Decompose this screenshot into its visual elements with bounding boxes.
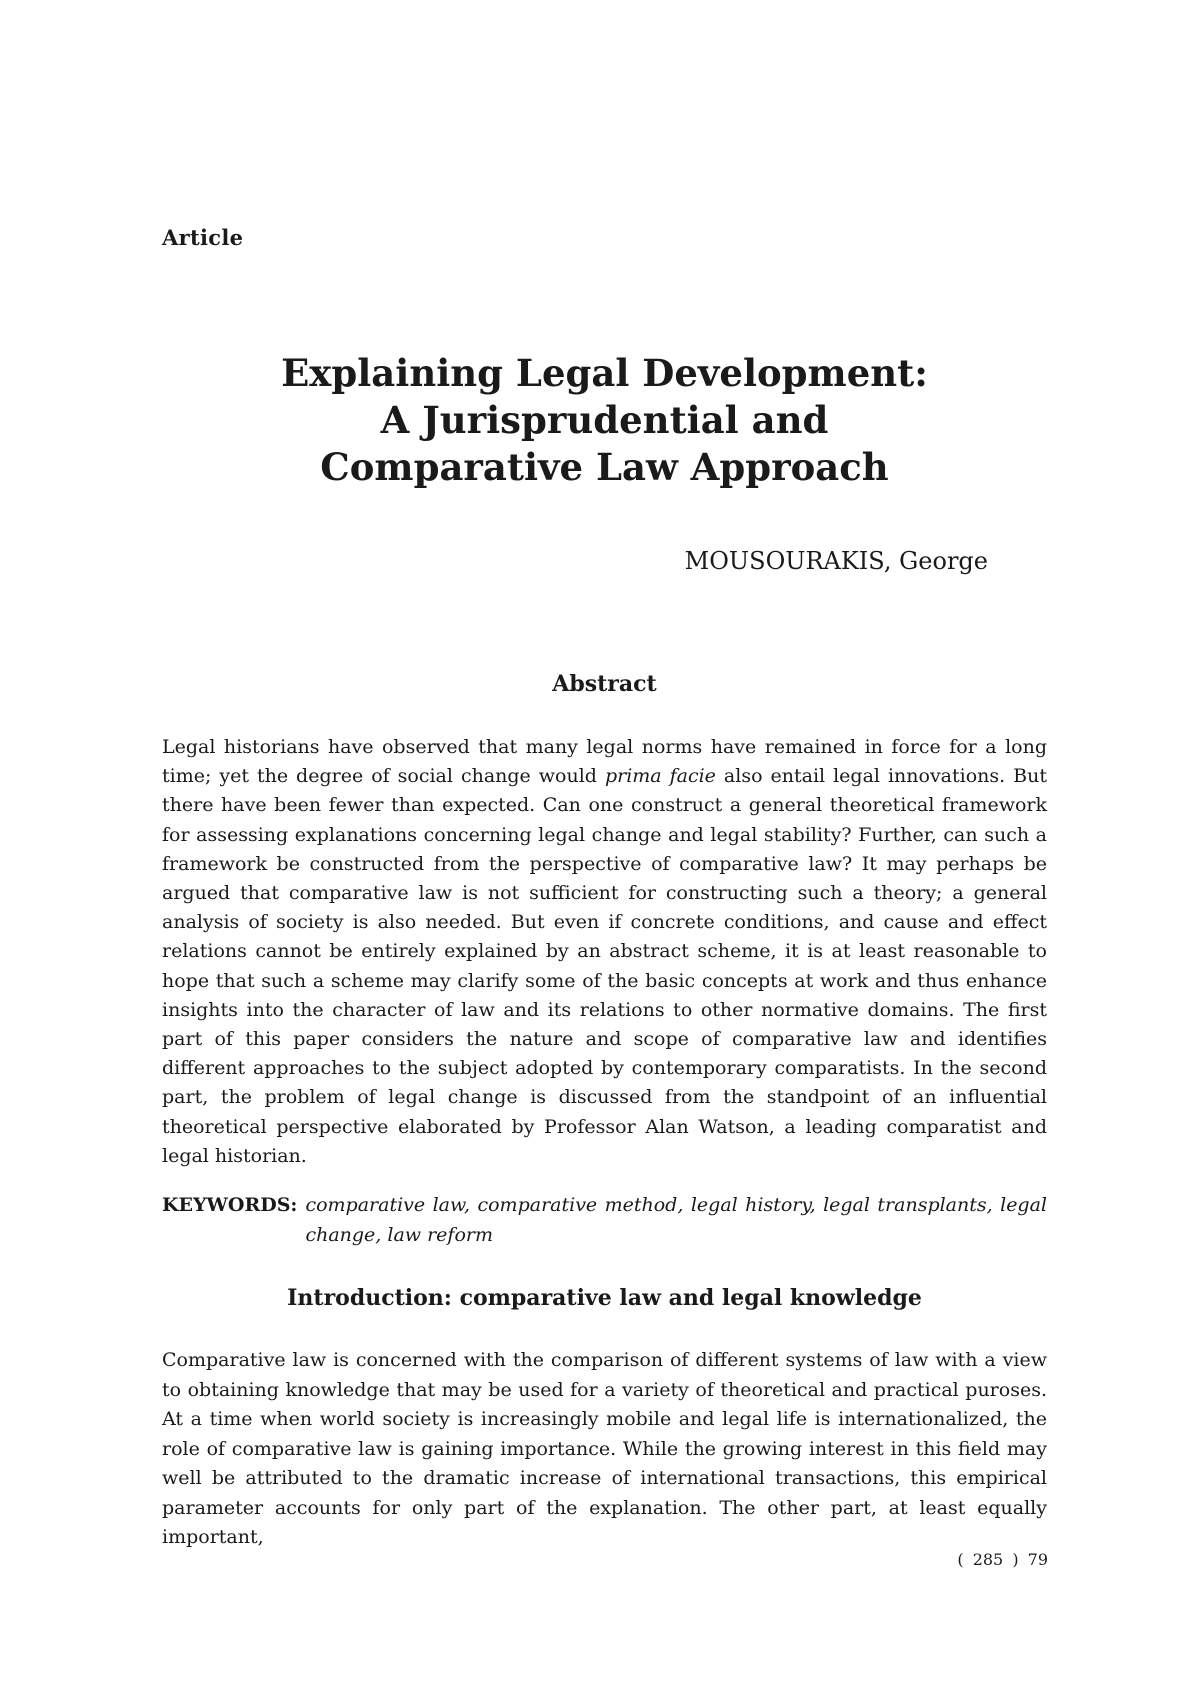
abstract-text-italic: prima facie — [604, 765, 716, 788]
introduction-text: Comparative law is concerned with the comparison of different systems of law with a view to obtaining knowledge that may be used for a variety of theoretical and practical puroses. At a time when world society is increasingly mobile and legal life is internationalized, the role of comparative law is gaining importance. While the growing interest in this field may well be attributed to the dramatic increase of international transactions, this empirical parameter accounts for only part of the explanation. The other part, at least equally important, — [162, 1349, 1047, 1548]
title-line-1: Explaining Legal Development: — [281, 351, 928, 395]
keywords-block — [162, 1190, 1047, 1250]
introduction-heading: Introduction: comparative law and legal knowledge — [287, 1285, 922, 1311]
keywords-list: comparative law, comparative method, legal history, legal transplants, legal change, law reform — [305, 1194, 1047, 1246]
title-line-2: A Jurisprudential and — [380, 398, 829, 442]
abstract-text-part-1: Legal historians have observed that many legal norms have remained in force for a long time; yet the degree of social change would — [162, 736, 1047, 788]
paper-title — [162, 350, 1047, 491]
keywords-label: KEYWORDS: — [162, 1194, 298, 1216]
page-number: ( 285 ) 79 — [957, 1550, 1048, 1569]
article-type-label: Article — [162, 225, 244, 250]
abstract-heading: Abstract — [552, 671, 657, 697]
author-name: MOUSOURAKIS, George — [684, 547, 988, 575]
title-line-3: Comparative Law Approach — [320, 445, 889, 489]
abstract-text-part-2: also entail legal innovations. But there have been fewer than expected. Can one construct a general theoretical framework for assessing explanations concerning legal change and legal stability? Further, can such a framework be constructed from the perspective of comparative law? It may perhaps be argued that comparative law is not sufficient for constructing such a theory; a general analysis of society is also needed. But even if concrete conditions, and cause and effect relations cannot be entirely explained by an abstract scheme, it is at least reasonable to hope that such a scheme may clarify some of the basic concepts at work and thus enhance insights into the character of law and its relations to other normative domains. The first part of this paper considers the nature and scope of comparative law and identifies different approaches to the subject adopted by contemporary comparatists. In the second part, the problem of legal change is discussed from the standpoint of an influential theoretical perspective elaborated by Professor Alan Watson, a leading comparatist and legal historian. — [162, 765, 1048, 1167]
abstract-text — [162, 733, 1047, 1171]
